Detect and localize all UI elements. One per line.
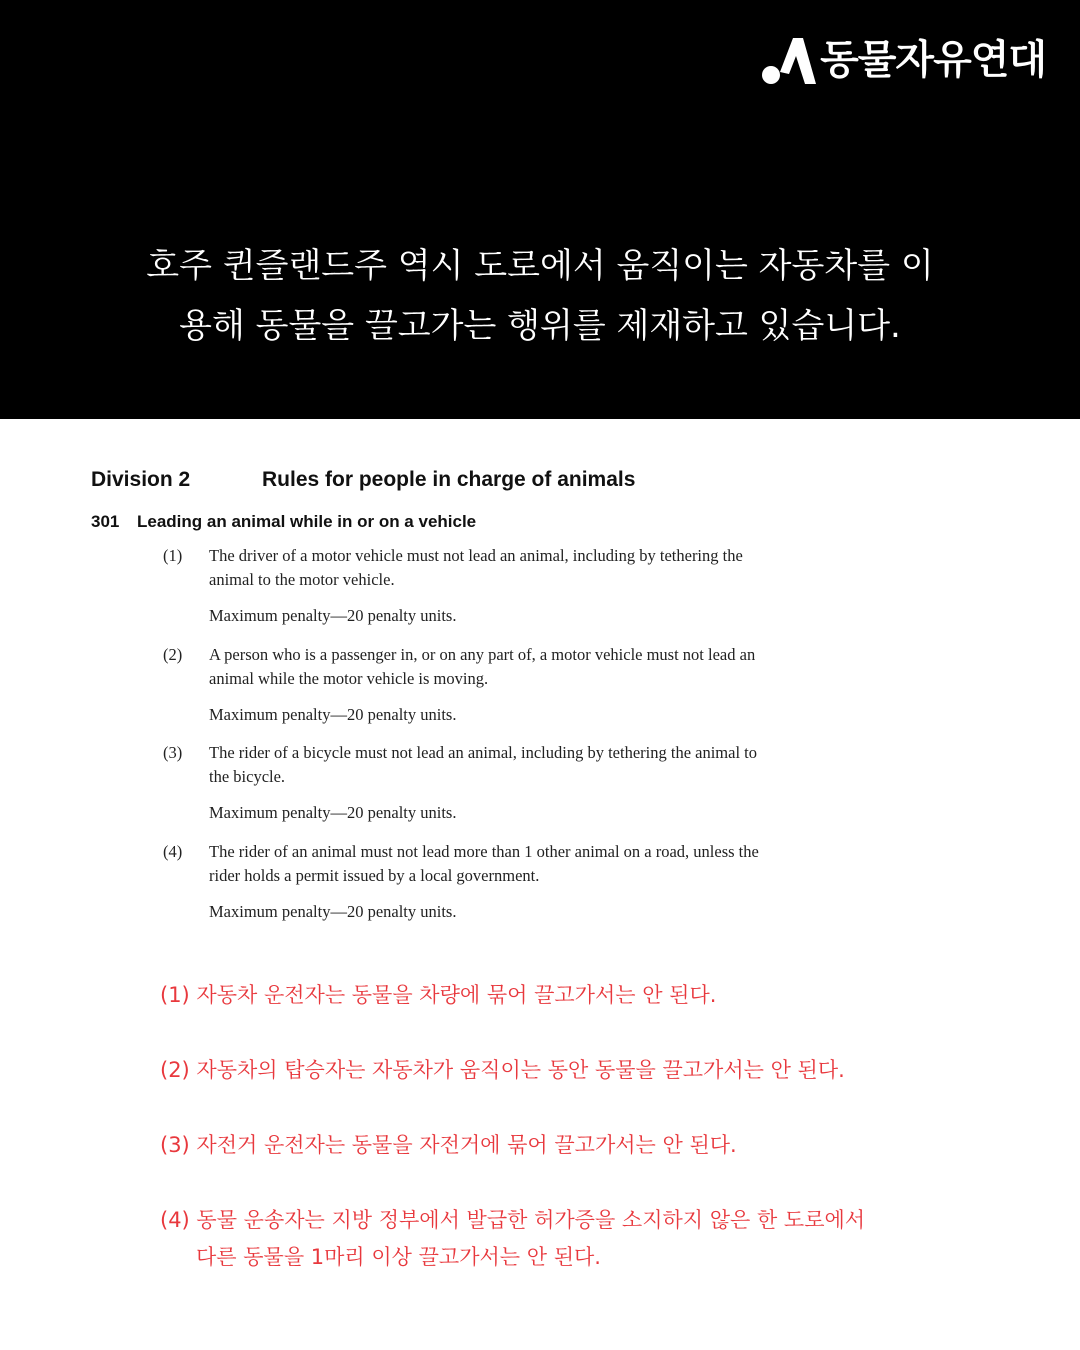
division-label: Division 2 bbox=[91, 468, 191, 491]
clause-text-line: rider holds a permit issued by a local government. bbox=[209, 866, 540, 885]
clause-text bbox=[209, 741, 829, 789]
translation-line: 다른 동물을 1마리 이상 끌고가서는 안 된다. bbox=[196, 1245, 601, 1269]
clause-3 bbox=[163, 741, 843, 825]
clause-1 bbox=[163, 544, 843, 628]
translation-1 bbox=[160, 977, 960, 1014]
translation-4 bbox=[160, 1202, 960, 1276]
headline bbox=[0, 236, 1080, 356]
clause-2 bbox=[163, 643, 843, 727]
clause-penalty: Maximum penalty—20 penalty units. bbox=[209, 902, 457, 921]
brand-name: 동물자유연대 bbox=[820, 37, 1046, 83]
clause-text-line: The driver of a motor vehicle must not lead an animal, including by tethering the bbox=[209, 546, 743, 565]
header-banner bbox=[0, 0, 1080, 419]
translation-line: (3) 자전거 운전자는 동물을 자전거에 묶어 끌고가서는 안 된다. bbox=[160, 1133, 737, 1157]
clause-penalty: Maximum penalty—20 penalty units. bbox=[209, 606, 457, 625]
section-title: Leading an animal while in or on a vehicle bbox=[137, 512, 477, 531]
clause-text-line: The rider of a bicycle must not lead an animal, including by tethering the animal to bbox=[209, 743, 757, 762]
clause-penalty: Maximum penalty—20 penalty units. bbox=[209, 803, 457, 822]
clause-text-line: animal while the motor vehicle is moving. bbox=[209, 669, 489, 688]
clause-number: (4) bbox=[163, 842, 183, 861]
clause-penalty: Maximum penalty—20 penalty units. bbox=[209, 705, 457, 724]
clause-text bbox=[209, 544, 829, 592]
clause-number: (3) bbox=[163, 743, 183, 762]
division-title: Rules for people in charge of animals bbox=[262, 468, 636, 491]
headline-line-1: 호주 퀸즐랜드주 역시 도로에서 움직이는 자동차를 이 bbox=[146, 246, 934, 286]
clause-number: (2) bbox=[163, 645, 183, 664]
translation-line: (2) 자동차의 탑승자는 자동차가 움직이는 동안 동물을 끌고가서는 안 된다. bbox=[160, 1058, 845, 1082]
clause-text-line: the bicycle. bbox=[209, 767, 286, 786]
legal-document-excerpt bbox=[0, 419, 1080, 959]
clause-text bbox=[209, 840, 829, 888]
clause-text-line: The rider of an animal must not lead more than 1 other animal on a road, unless the bbox=[209, 842, 759, 861]
clause-text-line: animal to the motor vehicle. bbox=[209, 570, 395, 589]
clause-text-line: A person who is a passenger in, or on any part of, a motor vehicle must not lead an bbox=[209, 645, 756, 664]
section-number: 301 bbox=[91, 512, 120, 531]
translation-3 bbox=[160, 1127, 960, 1164]
headline-line-2: 용해 동물을 끌고가는 행위를 제재하고 있습니다. bbox=[179, 306, 901, 346]
translation-line: (4) 동물 운송자는 지방 정부에서 발급한 허가증을 소지하지 않은 한 도로에서 bbox=[160, 1208, 866, 1232]
translation-2 bbox=[160, 1052, 960, 1089]
translation-line: (1) 자동차 운전자는 동물을 차량에 묶어 끌고가서는 안 된다. bbox=[160, 983, 717, 1007]
clause-text bbox=[209, 643, 829, 691]
clause-4 bbox=[163, 840, 843, 924]
clause-number: (1) bbox=[163, 546, 183, 565]
brand-logo bbox=[760, 34, 1046, 86]
brand-logo-icon bbox=[760, 34, 816, 86]
section-heading bbox=[91, 512, 476, 532]
